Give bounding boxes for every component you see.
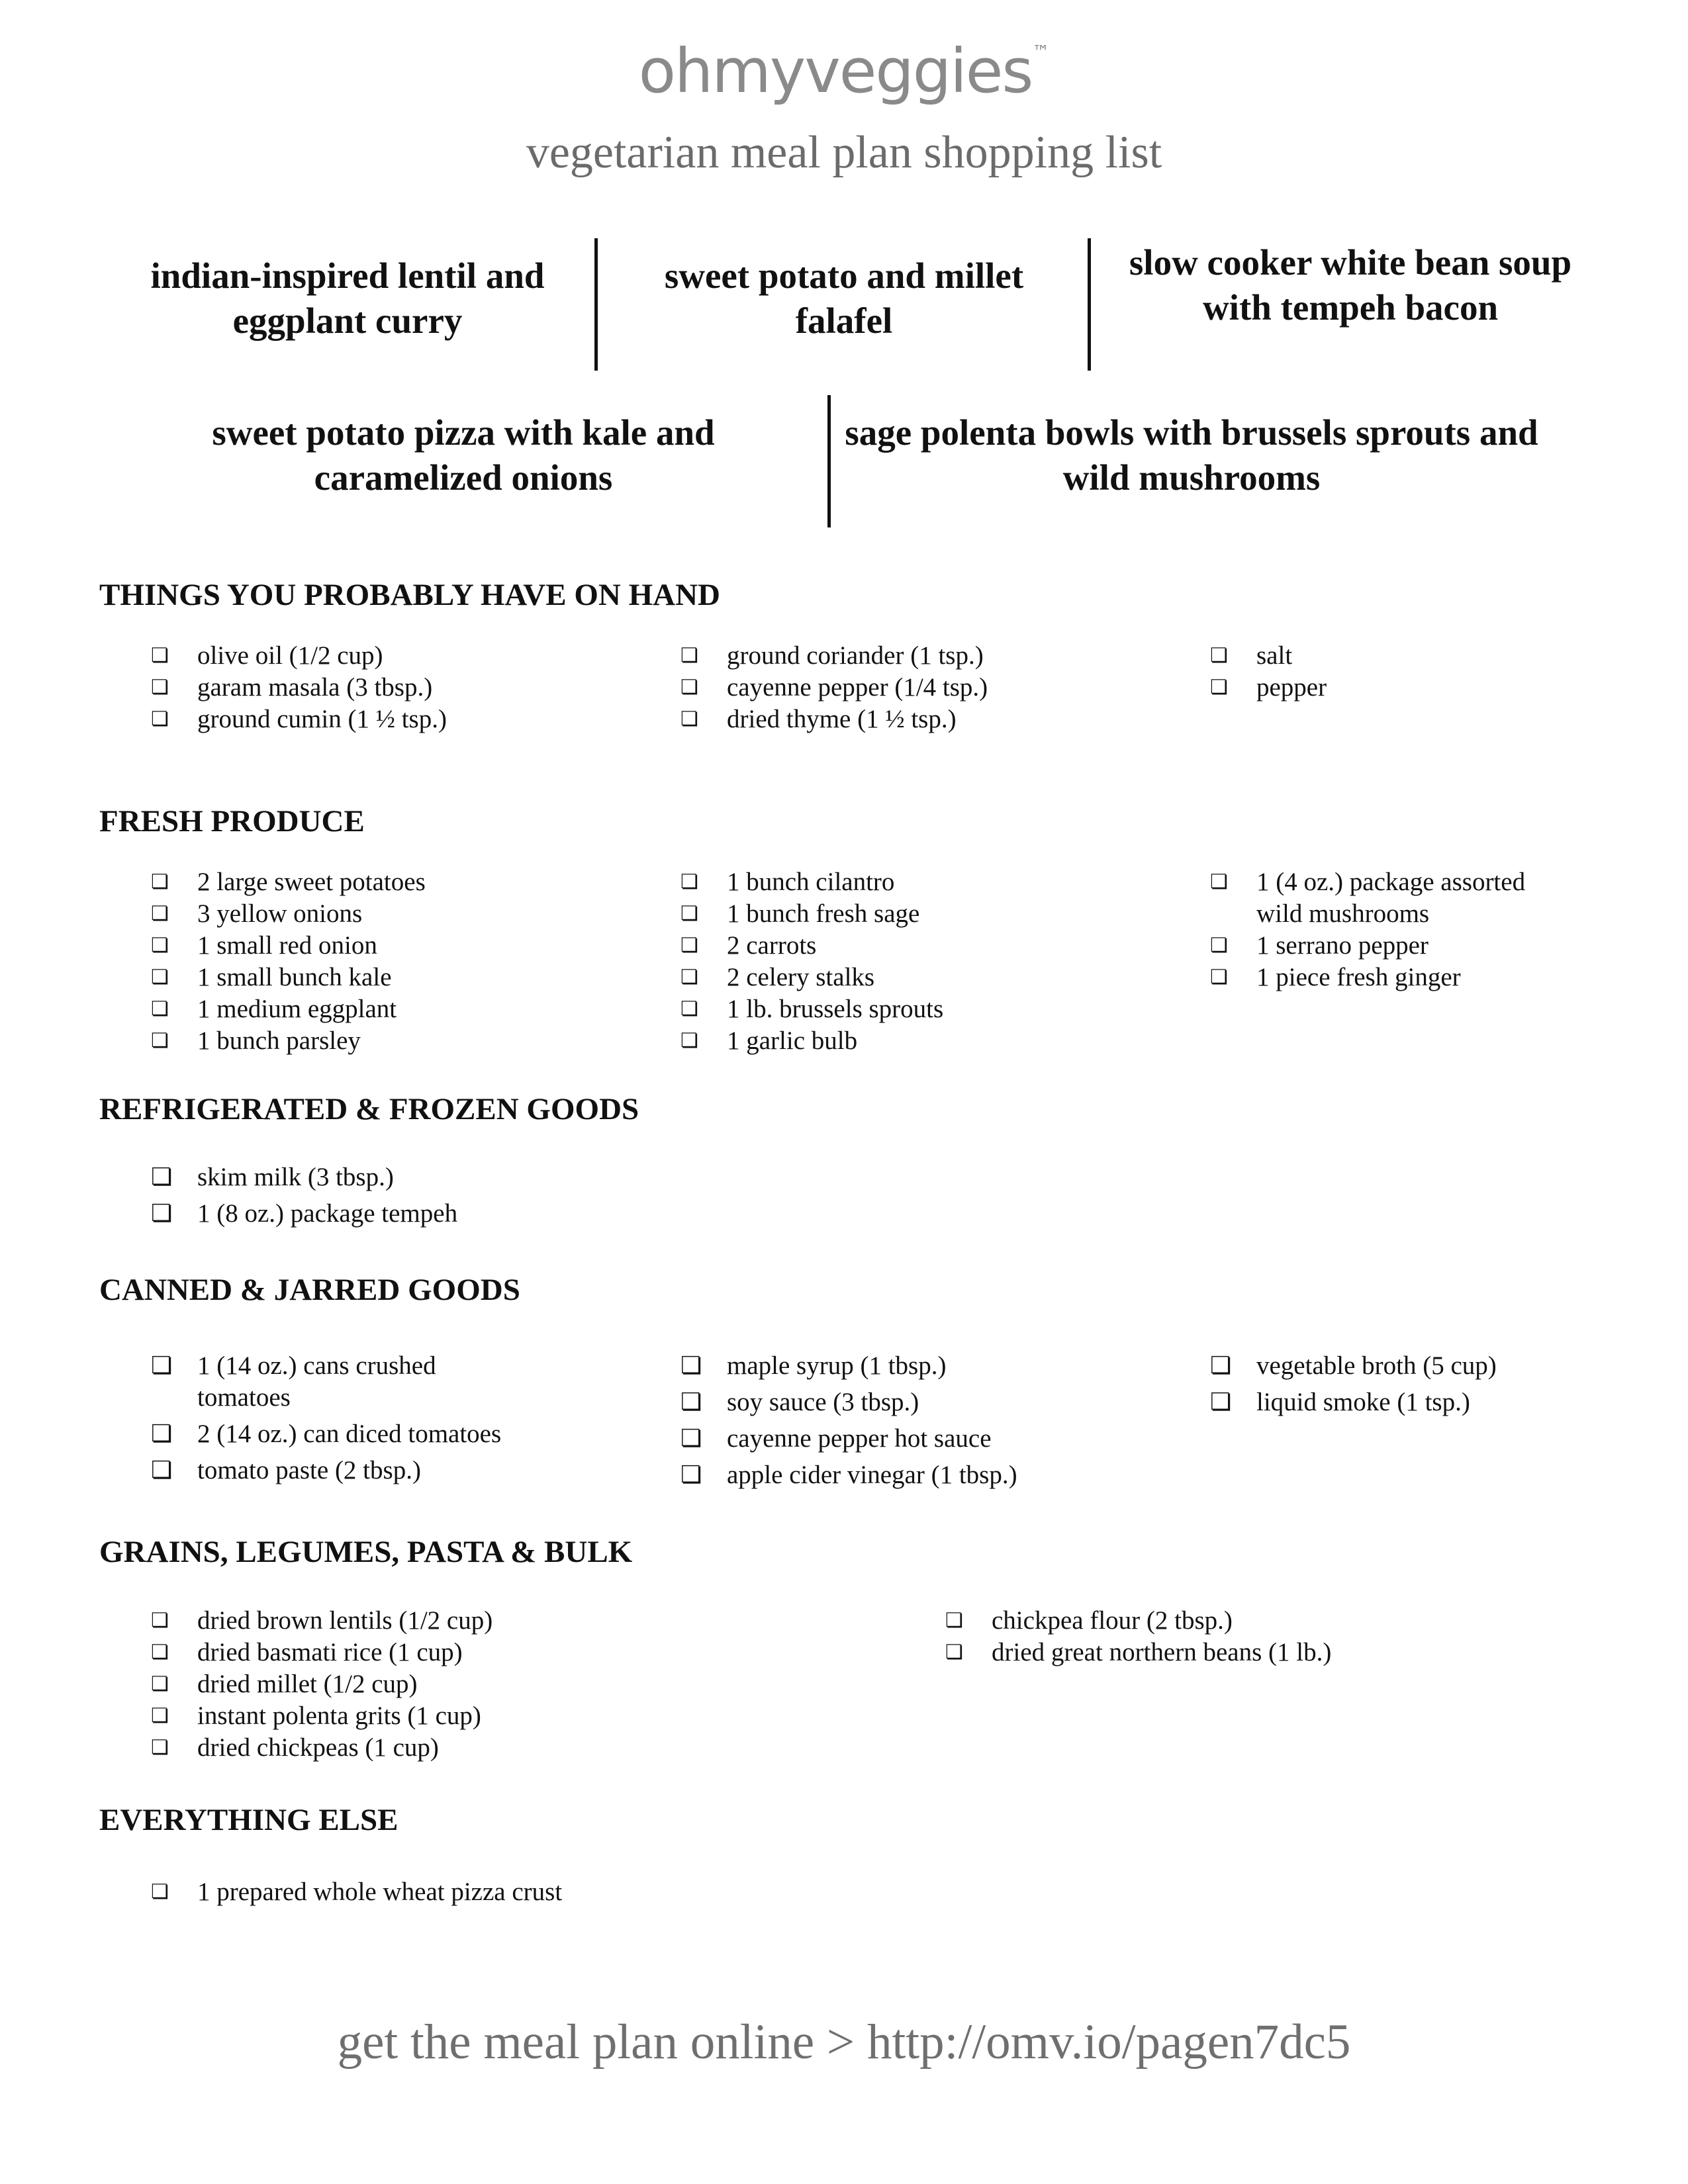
checkbox-icon[interactable]: ❏ xyxy=(1210,644,1228,667)
section-heading: EVERYTHING ELSE xyxy=(99,1803,399,1837)
checklist-item[interactable] xyxy=(629,672,1158,704)
checklist-item[interactable] xyxy=(99,1876,827,1908)
checklist-item[interactable] xyxy=(1158,1350,1655,1382)
checklist-item[interactable] xyxy=(1158,640,1655,672)
checklist-item[interactable] xyxy=(629,962,1158,993)
checklist-column xyxy=(629,1350,1158,1496)
checklist-column xyxy=(99,1605,827,1764)
checkbox-icon[interactable]: ❏ xyxy=(151,902,169,925)
checkbox-icon[interactable]: ❏ xyxy=(680,870,698,893)
checklist-item[interactable] xyxy=(629,1025,1158,1057)
checkbox-icon[interactable]: ❏ xyxy=(680,1029,698,1052)
checkbox-icon[interactable]: ❏ xyxy=(1210,870,1228,893)
checklist-item[interactable] xyxy=(629,1387,1158,1418)
checklist-item[interactable] xyxy=(629,1459,1158,1491)
checklist-item[interactable] xyxy=(99,898,629,930)
recipe-title: sweet potato pizza with kale and caramelized onions xyxy=(212,412,715,498)
checkbox-icon[interactable]: ❏ xyxy=(151,870,169,893)
checklist-column xyxy=(1158,866,1655,993)
item-label: 1 (8 oz.) package tempeh xyxy=(197,1199,458,1228)
checklist-item[interactable] xyxy=(99,1605,827,1637)
checklist-item[interactable] xyxy=(99,1700,827,1732)
checkbox-icon[interactable]: ❏ xyxy=(680,1461,702,1488)
section-heading: REFRIGERATED & FROZEN GOODS xyxy=(99,1092,639,1126)
checklist-item[interactable] xyxy=(629,993,1158,1025)
checkbox-icon[interactable]: ❏ xyxy=(1210,1388,1232,1416)
checkbox-icon[interactable]: ❏ xyxy=(680,966,698,989)
divider xyxy=(594,238,598,371)
checkbox-icon[interactable]: ❏ xyxy=(1210,676,1228,699)
checkbox-icon[interactable]: ❏ xyxy=(151,1420,173,1447)
item-label: apple cider vinegar (1 tbsp.) xyxy=(727,1461,1017,1489)
checklist-column xyxy=(894,1605,1622,1668)
checklist-item[interactable] xyxy=(1158,930,1655,962)
checkbox-icon[interactable]: ❏ xyxy=(151,934,169,957)
item-label: dried chickpeas (1 cup) xyxy=(197,1733,439,1762)
recipe-title: sweet potato and millet falafel xyxy=(664,255,1024,341)
checkbox-icon[interactable]: ❏ xyxy=(680,1425,702,1452)
item-label: 1 lb. brussels sprouts xyxy=(727,995,944,1023)
checklist-item[interactable] xyxy=(629,1350,1158,1382)
item-label: 1 serrano pepper xyxy=(1256,931,1429,960)
checklist-item[interactable] xyxy=(99,1455,629,1486)
checklist-item[interactable] xyxy=(99,962,629,993)
item-label: liquid smoke (1 tsp.) xyxy=(1256,1388,1470,1416)
checklist-column xyxy=(1158,1350,1655,1423)
checklist-item[interactable] xyxy=(629,704,1158,735)
item-label: garam masala (3 tbsp.) xyxy=(197,673,433,702)
checklist-item[interactable] xyxy=(99,640,629,672)
item-label: 1 small bunch kale xyxy=(197,963,392,991)
checklist-item[interactable] xyxy=(99,993,629,1025)
item-label: dried thyme (1 ½ tsp.) xyxy=(727,705,957,733)
checkbox-icon[interactable]: ❏ xyxy=(680,676,698,699)
checklist-column xyxy=(99,866,629,1057)
divider xyxy=(1088,238,1091,371)
checkbox-icon[interactable]: ❏ xyxy=(945,1609,963,1632)
checklist-column xyxy=(99,1350,629,1491)
checkbox-icon[interactable]: ❏ xyxy=(151,1352,173,1379)
checklist-item[interactable] xyxy=(99,866,629,898)
checklist-column xyxy=(1158,640,1655,704)
checkbox-icon[interactable]: ❏ xyxy=(151,1672,169,1696)
checklist-item[interactable] xyxy=(99,1161,629,1193)
checkbox-icon[interactable]: ❏ xyxy=(680,997,698,1021)
item-label: 1 (14 oz.) cans crushed xyxy=(197,1351,436,1380)
checklist-item[interactable] xyxy=(894,1605,1622,1637)
divider xyxy=(827,395,831,527)
checkbox-icon[interactable]: ❏ xyxy=(151,1736,169,1759)
checklist-item[interactable] xyxy=(99,704,629,735)
item-label: instant polenta grits (1 cup) xyxy=(197,1702,481,1730)
checklist-item[interactable] xyxy=(629,898,1158,930)
page-title: vegetarian meal plan shopping list xyxy=(526,127,1162,178)
checkbox-icon[interactable]: ❏ xyxy=(680,644,698,667)
checklist-item-continued xyxy=(1158,898,1655,930)
logo xyxy=(0,36,1688,107)
checkbox-icon[interactable]: ❏ xyxy=(151,644,169,667)
section-heading: FRESH PRODUCE xyxy=(99,804,365,839)
item-label: cayenne pepper (1/4 tsp.) xyxy=(727,673,988,702)
item-label: dried brown lentils (1/2 cup) xyxy=(197,1606,493,1635)
item-label: skim milk (3 tbsp.) xyxy=(197,1163,394,1191)
checkbox-icon[interactable]: ❏ xyxy=(151,1029,169,1052)
checkbox-icon[interactable]: ❏ xyxy=(680,1388,702,1416)
checklist-item[interactable] xyxy=(99,1637,827,1668)
item-label: 1 piece fresh ginger xyxy=(1256,963,1461,991)
checklist-item[interactable] xyxy=(629,640,1158,672)
checklist-item[interactable] xyxy=(629,1423,1158,1455)
item-label: pepper xyxy=(1256,673,1327,702)
checklist-item[interactable] xyxy=(99,672,629,704)
footer-link-text: get the meal plan online > http://omv.io/pagen7dc5 xyxy=(337,2015,1351,2070)
checkbox-icon[interactable]: ❏ xyxy=(1210,1352,1232,1379)
item-label: tomato paste (2 tbsp.) xyxy=(197,1456,421,1484)
checkbox-icon[interactable]: ❏ xyxy=(680,707,698,731)
section-heading: THINGS YOU PROBABLY HAVE ON HAND xyxy=(99,578,720,612)
item-label: wild mushrooms xyxy=(1256,899,1430,928)
item-label: tomatoes xyxy=(197,1383,291,1412)
checklist-item[interactable] xyxy=(99,1350,629,1382)
item-label: cayenne pepper hot sauce xyxy=(727,1424,992,1453)
logo-text: ohmyveggies xyxy=(638,36,1033,107)
checklist-item[interactable] xyxy=(1158,1387,1655,1418)
item-label: 1 small red onion xyxy=(197,931,377,960)
checklist-column xyxy=(99,640,629,735)
item-label: 1 bunch fresh sage xyxy=(727,899,920,928)
item-label: dried great northern beans (1 lb.) xyxy=(992,1638,1332,1666)
recipe-title: sage polenta bowls with brussels sprouts and wild mushrooms xyxy=(845,412,1538,498)
checklist-item-continued xyxy=(99,1382,629,1414)
checkbox-icon[interactable]: ❏ xyxy=(680,934,698,957)
section-heading: GRAINS, LEGUMES, PASTA & BULK xyxy=(99,1535,633,1569)
trademark-symbol: ™ xyxy=(1032,42,1050,62)
checklist-item[interactable] xyxy=(99,1025,629,1057)
checklist-column xyxy=(629,866,1158,1057)
checklist-item[interactable] xyxy=(629,930,1158,962)
checkbox-icon[interactable]: ❏ xyxy=(680,902,698,925)
recipe-title: slow cooker white bean soup with tempeh bacon xyxy=(1129,242,1572,328)
checklist-column xyxy=(99,1161,629,1234)
checklist-column xyxy=(99,1876,827,1908)
checkbox-icon[interactable]: ❏ xyxy=(680,1352,702,1379)
checkbox-icon[interactable]: ❏ xyxy=(151,707,169,731)
checkbox-icon[interactable]: ❏ xyxy=(151,966,169,989)
checkbox-icon[interactable]: ❏ xyxy=(945,1641,963,1664)
checkbox-icon[interactable]: ❏ xyxy=(151,1200,173,1227)
checkbox-icon[interactable]: ❏ xyxy=(151,997,169,1021)
item-label: 1 bunch parsley xyxy=(197,1026,361,1055)
item-label: 3 yellow onions xyxy=(197,899,363,928)
item-label: 1 medium eggplant xyxy=(197,995,397,1023)
checklist-item[interactable] xyxy=(99,1732,827,1764)
checklist-column xyxy=(629,640,1158,735)
checkbox-icon[interactable]: ❏ xyxy=(151,1704,169,1727)
checklist-item[interactable] xyxy=(894,1637,1622,1668)
checklist-item[interactable] xyxy=(99,1418,629,1450)
item-label: 1 (4 oz.) package assorted xyxy=(1256,868,1526,896)
item-label: ground cumin (1 ½ tsp.) xyxy=(197,705,447,733)
checklist-item[interactable] xyxy=(99,1668,827,1700)
checkbox-icon[interactable]: ❏ xyxy=(1210,934,1228,957)
checklist-item[interactable] xyxy=(1158,672,1655,704)
checklist-item[interactable] xyxy=(1158,962,1655,993)
item-label: ground coriander (1 tsp.) xyxy=(727,641,984,670)
checkbox-icon[interactable]: ❏ xyxy=(151,1880,169,1903)
item-label: salt xyxy=(1256,641,1293,670)
checklist-item[interactable] xyxy=(1158,866,1655,898)
item-label: chickpea flour (2 tbsp.) xyxy=(992,1606,1233,1635)
checkbox-icon[interactable]: ❏ xyxy=(151,1609,169,1632)
item-label: maple syrup (1 tbsp.) xyxy=(727,1351,947,1380)
item-label: olive oil (1/2 cup) xyxy=(197,641,383,670)
recipe-title: indian-inspired lentil and eggplant curry xyxy=(150,255,545,341)
checklist-item[interactable] xyxy=(629,866,1158,898)
item-label: 1 bunch cilantro xyxy=(727,868,895,896)
checklist-item[interactable] xyxy=(99,930,629,962)
checkbox-icon[interactable]: ❏ xyxy=(1210,966,1228,989)
item-label: 2 celery stalks xyxy=(727,963,875,991)
checkbox-icon[interactable]: ❏ xyxy=(151,676,169,699)
item-label: 2 large sweet potatoes xyxy=(197,868,426,896)
item-label: 2 carrots xyxy=(727,931,817,960)
section-heading: CANNED & JARRED GOODS xyxy=(99,1273,520,1307)
checklist-item[interactable] xyxy=(99,1198,629,1230)
checkbox-icon[interactable]: ❏ xyxy=(151,1457,173,1484)
item-label: vegetable broth (5 cup) xyxy=(1256,1351,1497,1380)
item-label: 1 prepared whole wheat pizza crust xyxy=(197,1878,563,1906)
item-label: dried millet (1/2 cup) xyxy=(197,1670,418,1698)
item-label: 1 garlic bulb xyxy=(727,1026,858,1055)
item-label: soy sauce (3 tbsp.) xyxy=(727,1388,919,1416)
checkbox-icon[interactable]: ❏ xyxy=(151,1163,173,1191)
item-label: dried basmati rice (1 cup) xyxy=(197,1638,463,1666)
item-label: 2 (14 oz.) can diced tomatoes xyxy=(197,1420,502,1448)
checkbox-icon[interactable]: ❏ xyxy=(151,1641,169,1664)
